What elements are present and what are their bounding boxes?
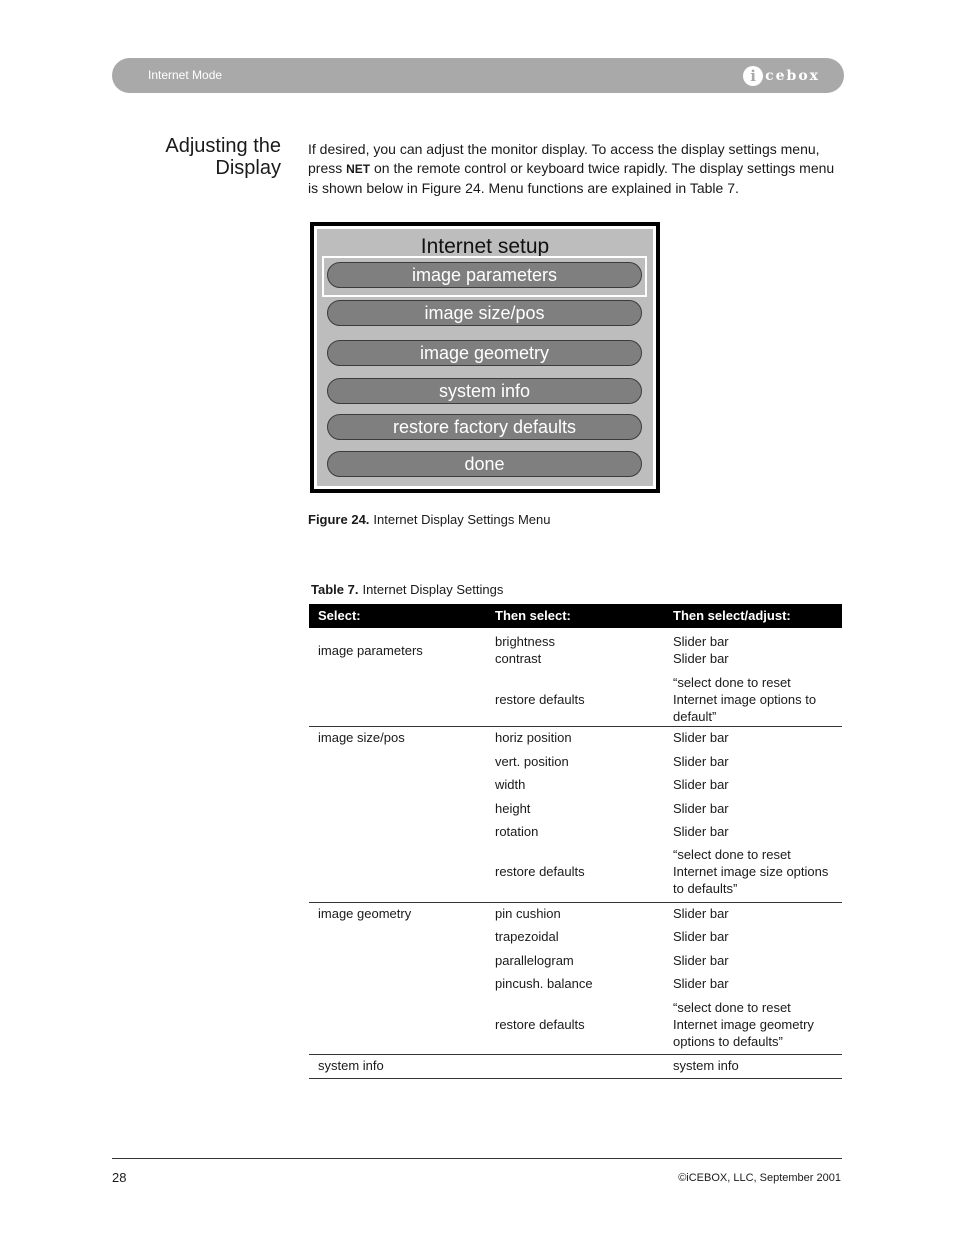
adjust-note-line: “select done to reset bbox=[673, 1000, 791, 1015]
chapter-title: Internet Mode bbox=[148, 68, 223, 82]
then-cell: restore defaults bbox=[495, 1017, 585, 1032]
intro-paragraph bbox=[308, 140, 844, 198]
adjust-note-line: Internet image options to bbox=[673, 692, 817, 707]
then-cell: trapezoidal bbox=[495, 929, 559, 944]
select-cell: system info bbox=[318, 1058, 384, 1073]
section-title-line1: Adjusting the bbox=[165, 135, 281, 157]
adjust-cell: Slider bar bbox=[673, 953, 729, 968]
select-cell: image parameters bbox=[318, 643, 423, 658]
then-cell: vert. position bbox=[495, 754, 569, 769]
logo-text: cebox bbox=[765, 68, 820, 84]
then-cell: brightness bbox=[495, 634, 555, 649]
settings-table bbox=[309, 604, 842, 1079]
footer-rule bbox=[112, 1158, 842, 1159]
icebox-logo bbox=[743, 64, 820, 88]
table-group-image-parameters bbox=[309, 628, 842, 727]
then-cell: height bbox=[495, 801, 531, 816]
adjust-cell: system info bbox=[673, 1058, 739, 1073]
figure-caption bbox=[308, 512, 550, 527]
then-cell: restore defaults bbox=[495, 692, 585, 707]
adjust-note-line: Internet image size options bbox=[673, 864, 829, 879]
figure-caption-text: Internet Display Settings Menu bbox=[373, 512, 551, 527]
monitor-bezel bbox=[314, 226, 656, 489]
menu-item-system-info[interactable]: system info bbox=[327, 378, 642, 404]
then-cell: rotation bbox=[495, 824, 539, 839]
menu-item-image-size-pos[interactable]: image size/pos bbox=[327, 300, 642, 326]
menu-item-image-geometry[interactable]: image geometry bbox=[327, 340, 642, 366]
select-cell: image geometry bbox=[318, 906, 412, 921]
copyright: ©iCEBOX, LLC, September 2001 bbox=[678, 1172, 841, 1184]
table-group-system-info bbox=[309, 1055, 842, 1079]
then-cell: width bbox=[495, 777, 526, 792]
select-cell: image size/pos bbox=[318, 730, 405, 745]
adjust-note-line: “select done to reset bbox=[673, 675, 791, 690]
net-key: NET bbox=[346, 162, 371, 176]
intro-text-after: on the remote control or keyboard twice rapidly. The display settings menu is shown below in Figure 24. Menu functions are explained in Table 7. bbox=[308, 160, 835, 196]
adjust-cell: Slider bar bbox=[673, 824, 729, 839]
header-then-adjust: Then select/adjust: bbox=[673, 608, 791, 623]
adjust-note-line: to defaults” bbox=[673, 881, 738, 896]
adjust-note-line: options to defaults” bbox=[673, 1034, 783, 1049]
then-cell: pin cushion bbox=[495, 906, 561, 921]
menu-item-image-parameters[interactable]: image parameters bbox=[327, 262, 642, 288]
page-number: 28 bbox=[112, 1170, 127, 1185]
table-group-image-geometry bbox=[309, 903, 842, 1055]
adjust-cell: Slider bar bbox=[673, 929, 729, 944]
figure-caption-label: Figure 24. bbox=[308, 512, 370, 527]
table-group-image-size-pos bbox=[309, 727, 842, 903]
table-caption-label: Table 7. bbox=[311, 582, 359, 597]
adjust-note-cell bbox=[673, 999, 814, 1050]
section-title-line2: Display bbox=[215, 157, 281, 179]
adjust-note-cell bbox=[673, 674, 816, 725]
adjust-note-cell bbox=[673, 846, 828, 897]
menu-item-restore-factory-defaults[interactable]: restore factory defaults bbox=[327, 414, 642, 440]
adjust-cell: Slider bar bbox=[673, 730, 729, 745]
adjust-note-line: default” bbox=[673, 709, 717, 724]
header-select: Select: bbox=[318, 608, 361, 623]
table-caption-text: Internet Display Settings bbox=[362, 582, 504, 597]
then-cell: horiz position bbox=[495, 730, 572, 745]
header-then-select: Then select: bbox=[495, 608, 571, 623]
adjust-cell: Slider bar bbox=[673, 777, 729, 792]
menu-item-done[interactable]: done bbox=[327, 451, 642, 477]
header-bar bbox=[112, 58, 844, 93]
then-cell: pincush. balance bbox=[495, 976, 593, 991]
adjust-note-line: “select done to reset bbox=[673, 847, 791, 862]
adjust-note-line: Internet image geometry bbox=[673, 1017, 814, 1032]
adjust-cell: Slider bar bbox=[673, 651, 729, 666]
table-header-row bbox=[309, 604, 842, 628]
then-cell: contrast bbox=[495, 651, 542, 666]
adjust-cell: Slider bar bbox=[673, 801, 729, 816]
logo-initial: i bbox=[743, 66, 763, 86]
intro-text-before: If desired, you can adjust the monitor display. To access the display settings menu, press bbox=[308, 141, 820, 176]
adjust-cell: Slider bar bbox=[673, 976, 729, 991]
adjust-cell: Slider bar bbox=[673, 906, 729, 921]
section-title bbox=[120, 135, 281, 179]
display-settings-figure bbox=[310, 222, 660, 493]
adjust-cell: Slider bar bbox=[673, 754, 729, 769]
table-caption bbox=[311, 582, 503, 597]
menu-title: Internet setup bbox=[420, 235, 550, 258]
adjust-cell: Slider bar bbox=[673, 634, 729, 649]
menu-screen bbox=[317, 229, 653, 486]
then-cell: restore defaults bbox=[495, 864, 585, 879]
then-cell: parallelogram bbox=[495, 953, 574, 968]
